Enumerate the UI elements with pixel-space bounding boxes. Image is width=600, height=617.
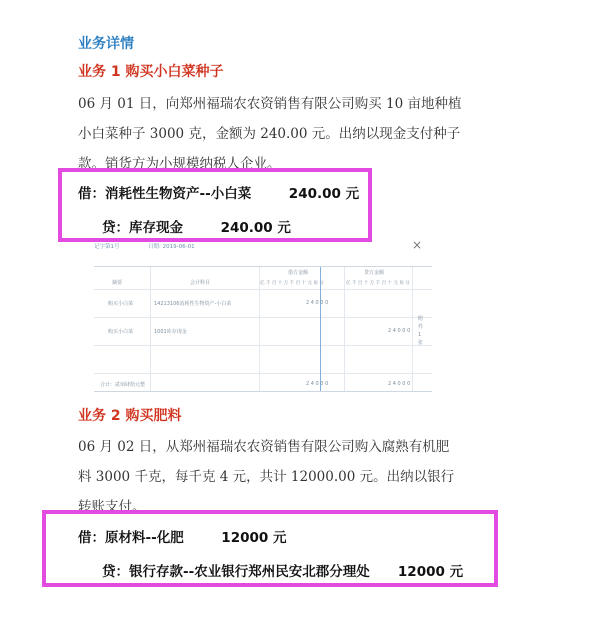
biz1-credit-entry: 贷：库存现金 240.00 元 bbox=[102, 220, 291, 236]
row2-summary: 购买小白菜 bbox=[108, 329, 134, 335]
voucher-table bbox=[94, 266, 432, 392]
biz2-line-3: 转账支付。 bbox=[78, 499, 146, 515]
voucher-image bbox=[78, 236, 440, 396]
close-icon[interactable]: × bbox=[412, 238, 423, 252]
biz1-title: 业务 1 购买小白菜种子 bbox=[78, 64, 224, 80]
biz2-entry-box bbox=[42, 510, 498, 587]
biz1-line-3: 款。销货方为小规模纳税人企业。 bbox=[78, 156, 281, 172]
col-debit: 借方金额 bbox=[288, 270, 309, 276]
biz2-title: 业务 2 购买肥料 bbox=[78, 408, 182, 424]
col-credit: 贷方金额 bbox=[364, 270, 385, 276]
section-title: 业务详情 bbox=[78, 36, 134, 52]
voucher-word-no: 记字第1号 bbox=[94, 244, 120, 250]
row1-debit: 2 4 0 0 0 bbox=[306, 300, 329, 306]
biz1-description bbox=[78, 89, 538, 179]
voucher-total-label: 合计：贰佰肆拾元整 bbox=[100, 382, 146, 388]
row1-summary: 购买小白菜 bbox=[108, 301, 134, 307]
debit-digits: 亿 千 百 十 万 千 百 十 元 角 分 bbox=[260, 281, 324, 286]
voucher-date: 日期: 2019-06-01 bbox=[148, 244, 195, 250]
biz1-entry-box bbox=[58, 168, 372, 242]
biz2-credit-entry: 贷：银行存款--农业银行郑州民安北郡分理处 12000 元 bbox=[102, 564, 464, 580]
row2-credit: 2 4 0 0 0 bbox=[388, 328, 411, 334]
biz2-line-1: 06 月 02 日，从郑州福瑞农农资销售有限公司购入腐熟有机肥 bbox=[78, 439, 450, 455]
biz1-line-1: 06 月 01 日，向郑州福瑞农农资销售有限公司购买 10 亩地种植 bbox=[78, 96, 462, 112]
row2-account: 1001库存现金 bbox=[154, 329, 187, 335]
voucher-attach: 附件 1 张 bbox=[418, 316, 424, 346]
voucher-total-credit: 2 4 0 0 0 bbox=[388, 381, 411, 387]
biz2-description bbox=[78, 432, 538, 522]
biz2-line-2: 料 3000 千克，每千克 4 元，共计 12000.00 元。出纳以银行 bbox=[78, 469, 455, 485]
col-account: 会计科目 bbox=[190, 280, 211, 286]
biz1-debit-entry: 借：消耗性生物资产--小白菜 240.00 元 bbox=[78, 186, 360, 202]
row1-account: 14213106消耗性生物资产-小白菜 bbox=[154, 301, 232, 307]
voucher-total-debit: 2 4 0 0 0 bbox=[306, 381, 329, 387]
credit-digits: 亿 千 百 十 万 千 百 十 元 角 分 bbox=[346, 281, 410, 286]
biz2-debit-entry: 借：原材料--化肥 12000 元 bbox=[78, 530, 287, 546]
biz1-line-2: 小白菜种子 3000 克，金额为 240.00 元。出纳以现金支付种子 bbox=[78, 126, 461, 142]
col-summary: 摘要 bbox=[112, 280, 123, 286]
